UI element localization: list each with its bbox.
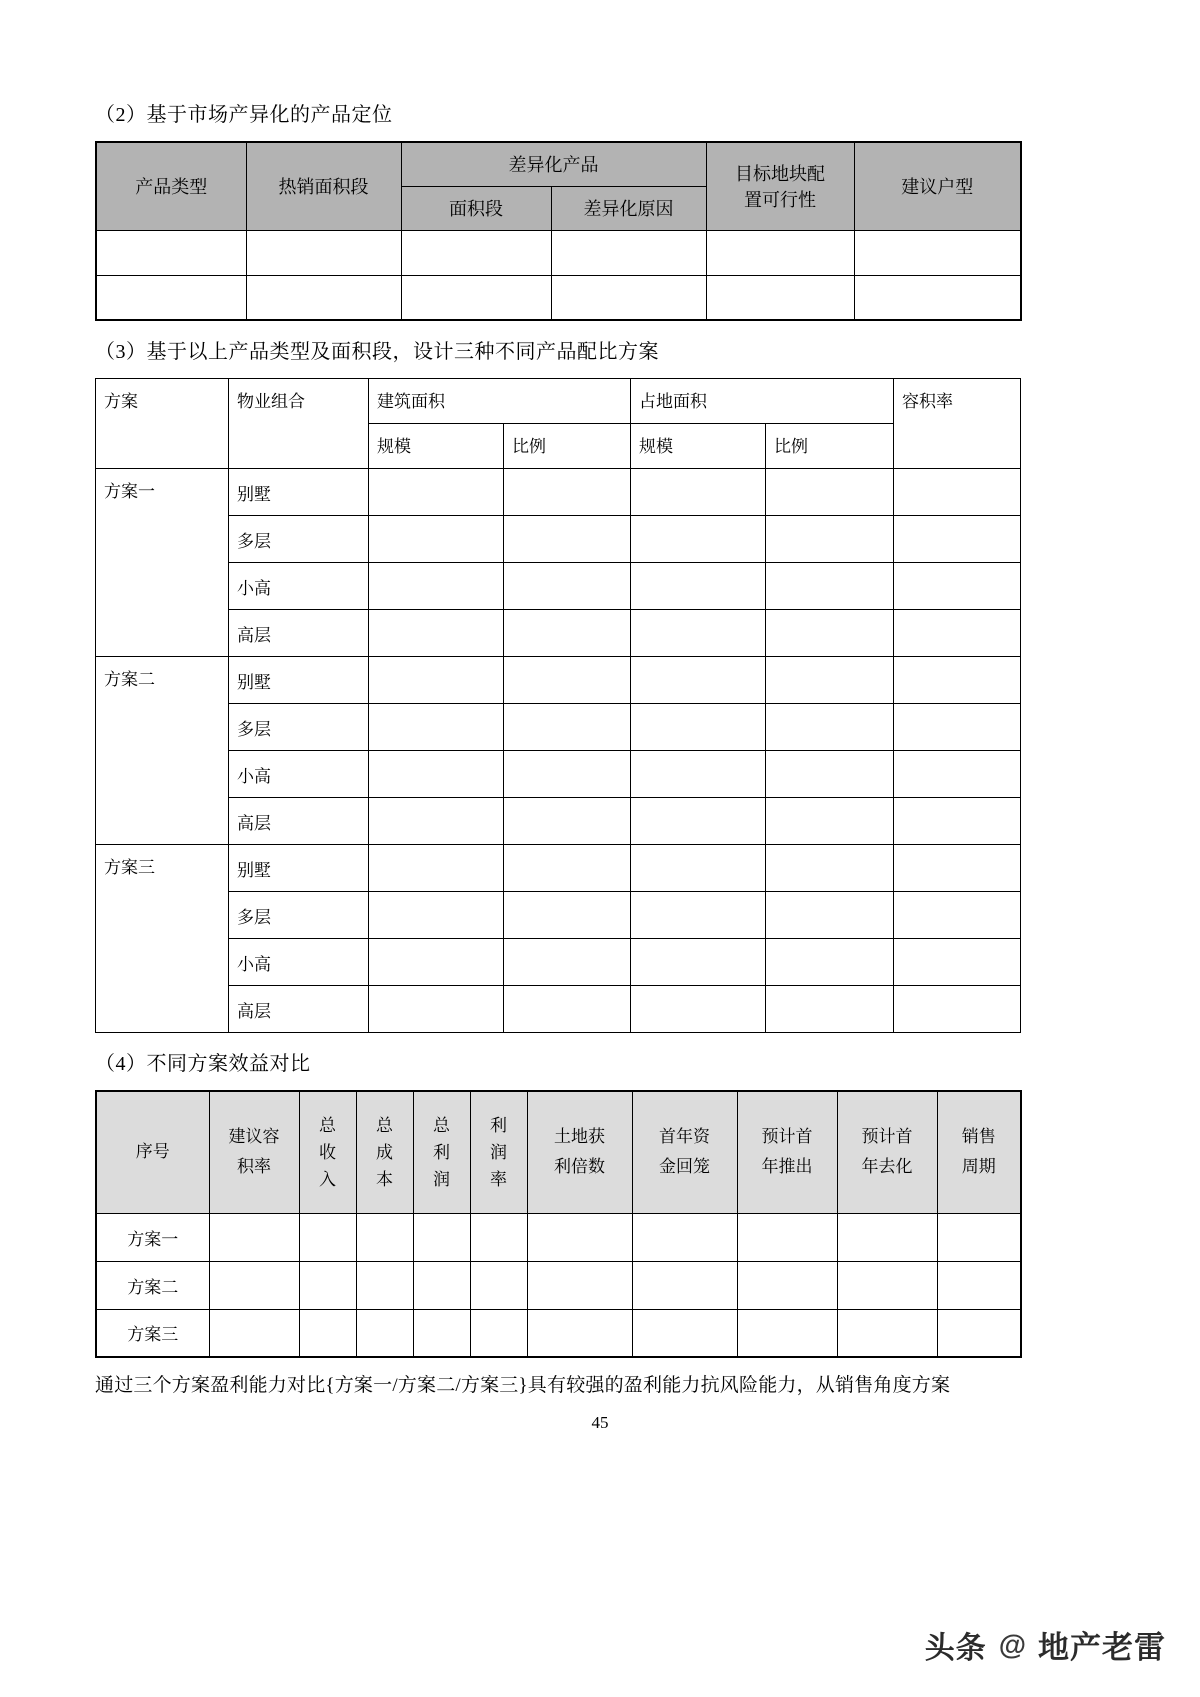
at-symbol: @ — [998, 1628, 1026, 1660]
cell-total-revenue[interactable] — [299, 1213, 356, 1261]
table-header — [96, 1091, 1021, 1213]
cell-suggested-unit-type[interactable] — [854, 230, 1021, 275]
cell-land-scale[interactable] — [631, 610, 766, 657]
header-total-revenue — [299, 1091, 356, 1213]
header-seq — [96, 1091, 209, 1213]
table-header-row — [96, 1091, 1021, 1213]
cell-building-ratio[interactable] — [504, 939, 631, 986]
header-area-range: 面积段 — [401, 186, 551, 230]
header-line: 总 — [433, 1115, 450, 1135]
cell-profit-rate[interactable] — [470, 1261, 527, 1309]
cell-land-ratio[interactable] — [766, 751, 894, 798]
header-line: 年去化 — [861, 1157, 913, 1177]
page-number: 45 — [591, 1413, 609, 1432]
header-building-scale: 规模 — [369, 424, 504, 469]
property-type-label: 别墅 — [229, 469, 369, 516]
table-row[interactable] — [96, 704, 1021, 751]
cell-land-ratio[interactable] — [766, 798, 894, 845]
header-line: 润 — [490, 1142, 507, 1162]
header-land-scale: 规模 — [631, 424, 766, 469]
cell-product-type[interactable] — [96, 230, 246, 275]
header-line: 金回笼 — [659, 1157, 710, 1177]
property-type-label: 多层 — [229, 704, 369, 751]
cell-plot-ratio[interactable] — [894, 469, 1021, 516]
header-line: 总 — [319, 1115, 336, 1135]
watermark — [925, 1622, 1166, 1667]
cell-building-scale[interactable] — [369, 845, 504, 892]
cell-feasibility[interactable] — [706, 275, 854, 320]
watermark-author: 地产老雷 — [1038, 1630, 1166, 1665]
cell-expected-first-year-launch[interactable] — [737, 1213, 837, 1261]
header-line: 首年资 — [659, 1127, 710, 1147]
header-line: 年推出 — [761, 1157, 813, 1177]
header-hot-area-range: 热销面积段 — [246, 142, 401, 230]
header-line: 销售 — [961, 1127, 996, 1147]
cell-sales-cycle[interactable] — [937, 1309, 1021, 1357]
cell-land-scale[interactable] — [631, 798, 766, 845]
header-property-mix: 物业组合 — [229, 379, 369, 469]
cell-total-cost[interactable] — [356, 1309, 413, 1357]
table-row[interactable] — [96, 939, 1021, 986]
cell-expected-first-year-launch[interactable] — [737, 1309, 837, 1357]
property-type-label: 小高 — [229, 563, 369, 610]
cell-suggested-plot-ratio[interactable] — [209, 1261, 299, 1309]
header-suggested-unit-type: 建议户型 — [854, 142, 1021, 230]
header-building-area: 建筑面积 — [369, 379, 631, 424]
cell-building-scale[interactable] — [369, 563, 504, 610]
product-mix-plans-table — [95, 378, 1021, 1033]
cell-building-ratio[interactable] — [504, 751, 631, 798]
header-land-profit-multiple — [527, 1091, 632, 1213]
header-suggested-plot-ratio — [209, 1091, 299, 1213]
cell-expected-first-year-absorption[interactable] — [837, 1309, 937, 1357]
cell-plot-ratio[interactable] — [894, 939, 1021, 986]
header-profit-rate — [470, 1091, 527, 1213]
row-label-plan: 方案三 — [96, 1309, 209, 1357]
table-row[interactable] — [96, 986, 1021, 1033]
cell-building-ratio[interactable] — [504, 798, 631, 845]
header-line-1: 目标地块配 — [735, 164, 825, 185]
cell-expected-first-year-launch[interactable] — [737, 1261, 837, 1309]
cell-building-scale[interactable] — [369, 610, 504, 657]
cell-building-ratio[interactable] — [504, 469, 631, 516]
header-line: 预计首 — [761, 1127, 813, 1147]
property-type-label: 小高 — [229, 939, 369, 986]
cell-plot-ratio[interactable] — [894, 516, 1021, 563]
cell-first-year-cash-return[interactable] — [632, 1309, 737, 1357]
cell-building-ratio[interactable] — [504, 704, 631, 751]
property-type-label: 高层 — [229, 986, 369, 1033]
cell-plot-ratio[interactable] — [894, 986, 1021, 1033]
section4-heading: （4）不同方案效益对比 — [95, 1053, 311, 1075]
table-header-row-1 — [96, 379, 1021, 424]
table-header — [96, 142, 1021, 230]
header-plan: 方案 — [96, 379, 229, 469]
header-line: 周期 — [961, 1157, 996, 1177]
cell-plot-ratio[interactable] — [894, 845, 1021, 892]
cell-land-scale[interactable] — [631, 704, 766, 751]
cell-sales-cycle[interactable] — [937, 1213, 1021, 1261]
property-type-label: 多层 — [229, 892, 369, 939]
cell-land-ratio[interactable] — [766, 516, 894, 563]
cell-sales-cycle[interactable] — [937, 1261, 1021, 1309]
header-line: 建议容 — [228, 1127, 280, 1147]
table-row[interactable] — [96, 469, 1021, 516]
header-line: 成 — [376, 1142, 393, 1162]
cell-land-ratio[interactable] — [766, 704, 894, 751]
header-line: 润 — [433, 1169, 450, 1189]
cell-building-ratio[interactable] — [504, 845, 631, 892]
table-row[interactable] — [96, 275, 1021, 320]
header-line: 利 — [490, 1115, 507, 1135]
cell-feasibility[interactable] — [706, 230, 854, 275]
header-line: 土地获 — [554, 1127, 605, 1147]
cell-profit-rate[interactable] — [470, 1213, 527, 1261]
cell-building-ratio[interactable] — [504, 657, 631, 704]
cell-total-profit[interactable] — [413, 1309, 470, 1357]
page-content — [95, 100, 1020, 1420]
cell-product-type[interactable] — [96, 275, 246, 320]
table-row[interactable] — [96, 563, 1021, 610]
cell-building-ratio[interactable] — [504, 986, 631, 1033]
header-line: 本 — [376, 1169, 393, 1189]
cell-plot-ratio[interactable] — [894, 657, 1021, 704]
header-line: 入 — [319, 1169, 336, 1189]
table-body — [96, 1213, 1021, 1357]
cell-hot-area-range[interactable] — [246, 230, 401, 275]
cell-land-ratio[interactable] — [766, 563, 894, 610]
cell-total-profit[interactable] — [413, 1213, 470, 1261]
cell-expected-first-year-absorption[interactable] — [837, 1261, 937, 1309]
cell-expected-first-year-absorption[interactable] — [837, 1213, 937, 1261]
cell-building-scale[interactable] — [369, 939, 504, 986]
cell-plot-ratio[interactable] — [894, 704, 1021, 751]
header-total-cost — [356, 1091, 413, 1213]
header-line: 率 — [490, 1169, 507, 1189]
cell-land-scale[interactable] — [631, 469, 766, 516]
cell-suggested-plot-ratio[interactable] — [209, 1213, 299, 1261]
cell-land-ratio[interactable] — [766, 610, 894, 657]
plan-benefit-comparison-table — [95, 1090, 1022, 1358]
property-type-label: 别墅 — [229, 845, 369, 892]
cell-building-scale[interactable] — [369, 798, 504, 845]
cell-land-scale[interactable] — [631, 563, 766, 610]
property-type-label: 多层 — [229, 516, 369, 563]
cell-profit-rate[interactable] — [470, 1309, 527, 1357]
cell-first-year-cash-return[interactable] — [632, 1213, 737, 1261]
header-line: 序号 — [135, 1142, 170, 1162]
toutiao-logo: 头条 — [924, 1631, 987, 1665]
cell-area-range[interactable] — [401, 230, 551, 275]
cell-building-scale[interactable] — [369, 704, 504, 751]
header-product-type: 产品类型 — [96, 142, 246, 230]
cell-first-year-cash-return[interactable] — [632, 1261, 737, 1309]
table-row[interactable] — [96, 610, 1021, 657]
cell-land-ratio[interactable] — [766, 892, 894, 939]
table-body — [96, 230, 1021, 320]
cell-land-profit-multiple[interactable] — [527, 1261, 632, 1309]
cell-building-scale[interactable] — [369, 986, 504, 1033]
table-row[interactable] — [96, 1309, 1021, 1357]
plan-label: 方案一 — [96, 469, 229, 657]
header-land-area: 占地面积 — [631, 379, 894, 424]
header-line-2: 置可行性 — [744, 190, 816, 211]
table-row[interactable] — [96, 751, 1021, 798]
property-type-label: 别墅 — [229, 657, 369, 704]
table-header-row-1 — [96, 142, 1021, 186]
section3-heading: （3）基于以上产品类型及面积段，设计三种不同产品配比方案 — [95, 341, 659, 363]
cell-total-revenue[interactable] — [299, 1261, 356, 1309]
table-row[interactable] — [96, 1213, 1021, 1261]
cell-plot-ratio[interactable] — [894, 798, 1021, 845]
table-row[interactable] — [96, 892, 1021, 939]
cell-suggested-plot-ratio[interactable] — [209, 1309, 299, 1357]
cell-land-scale[interactable] — [631, 845, 766, 892]
header-line: 利 — [433, 1142, 450, 1162]
table-row[interactable] — [96, 230, 1021, 275]
cell-total-cost[interactable] — [356, 1213, 413, 1261]
cell-land-scale[interactable] — [631, 939, 766, 986]
cell-total-profit[interactable] — [413, 1261, 470, 1309]
cell-land-scale[interactable] — [631, 751, 766, 798]
cell-differentiation-reason[interactable] — [551, 275, 706, 320]
plan-label: 方案二 — [96, 657, 229, 845]
cell-building-ratio[interactable] — [504, 516, 631, 563]
header-land-ratio: 比例 — [766, 424, 894, 469]
cell-building-scale[interactable] — [369, 892, 504, 939]
header-target-plot-feasibility — [706, 142, 854, 230]
header-total-profit — [413, 1091, 470, 1213]
section2-heading: （2）基于市场产异化的产品定位 — [95, 104, 393, 126]
cell-land-ratio[interactable] — [766, 986, 894, 1033]
cell-building-ratio[interactable] — [504, 610, 631, 657]
header-differentiated-product: 差异化产品 — [401, 142, 706, 186]
header-differentiation-reason: 差异化原因 — [551, 186, 706, 230]
cell-plot-ratio[interactable] — [894, 563, 1021, 610]
header-plot-ratio: 容积率 — [894, 379, 1021, 469]
table-row[interactable] — [96, 1261, 1021, 1309]
header-sales-cycle — [937, 1091, 1021, 1213]
property-type-label: 高层 — [229, 798, 369, 845]
header-line: 利倍数 — [554, 1157, 605, 1177]
cell-land-profit-multiple[interactable] — [527, 1309, 632, 1357]
cell-land-ratio[interactable] — [766, 469, 894, 516]
cell-differentiation-reason[interactable] — [551, 230, 706, 275]
cell-total-revenue[interactable] — [299, 1309, 356, 1357]
cell-land-scale[interactable] — [631, 986, 766, 1033]
product-positioning-table — [95, 141, 1022, 321]
row-label-plan: 方案二 — [96, 1261, 209, 1309]
cell-land-scale[interactable] — [631, 657, 766, 704]
plan-label: 方案三 — [96, 845, 229, 1033]
cell-area-range[interactable] — [401, 275, 551, 320]
summary-paragraph: 通过三个方案盈利能力对比{方案一/方案二/方案三}具有较强的盈利能力抗风险能力，从销售角度方案 — [95, 1375, 951, 1396]
header-building-ratio: 比例 — [504, 424, 631, 469]
table-header — [96, 379, 1021, 469]
cell-plot-ratio[interactable] — [894, 610, 1021, 657]
cell-land-ratio[interactable] — [766, 939, 894, 986]
cell-land-scale[interactable] — [631, 892, 766, 939]
table-row[interactable] — [96, 798, 1021, 845]
header-expected-first-year-absorption — [837, 1091, 937, 1213]
cell-building-ratio[interactable] — [504, 563, 631, 610]
cell-building-scale[interactable] — [369, 516, 504, 563]
cell-building-scale[interactable] — [369, 751, 504, 798]
property-type-label: 高层 — [229, 610, 369, 657]
row-label-plan: 方案一 — [96, 1213, 209, 1261]
cell-building-scale[interactable] — [369, 657, 504, 704]
table-body — [96, 469, 1021, 1033]
cell-land-profit-multiple[interactable] — [527, 1213, 632, 1261]
cell-suggested-unit-type[interactable] — [854, 275, 1021, 320]
table-row[interactable] — [96, 845, 1021, 892]
table-row[interactable] — [96, 657, 1021, 704]
cell-building-ratio[interactable] — [504, 892, 631, 939]
cell-hot-area-range[interactable] — [246, 275, 401, 320]
header-line: 积率 — [237, 1157, 271, 1177]
header-line: 收 — [319, 1142, 336, 1162]
cell-building-scale[interactable] — [369, 469, 504, 516]
cell-land-ratio[interactable] — [766, 657, 894, 704]
cell-land-scale[interactable] — [631, 516, 766, 563]
cell-land-ratio[interactable] — [766, 845, 894, 892]
cell-plot-ratio[interactable] — [894, 892, 1021, 939]
table-row[interactable] — [96, 516, 1021, 563]
header-line: 总 — [376, 1115, 393, 1135]
header-first-year-cash-return — [632, 1091, 737, 1213]
header-expected-first-year-launch — [737, 1091, 837, 1213]
cell-total-cost[interactable] — [356, 1261, 413, 1309]
cell-plot-ratio[interactable] — [894, 751, 1021, 798]
header-line: 预计首 — [861, 1127, 913, 1147]
property-type-label: 小高 — [229, 751, 369, 798]
